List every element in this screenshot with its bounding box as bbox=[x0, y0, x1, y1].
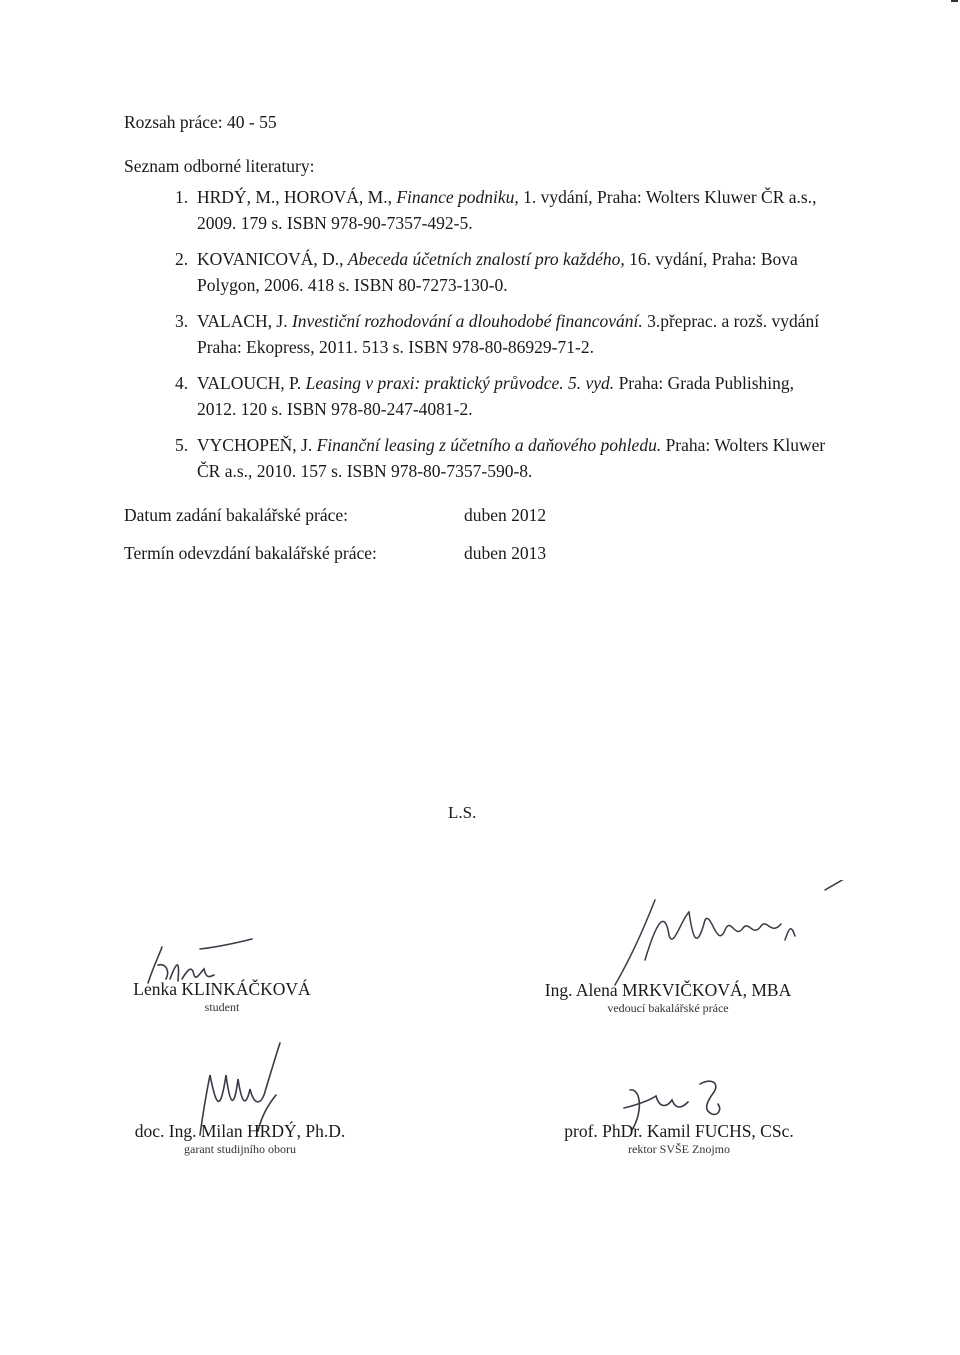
reference-details: Praha: Wolters Kluwer ČR a.s., 2010. 157 s. ISBN 978-80-7357-590-8. bbox=[197, 435, 826, 481]
assignment-date-row bbox=[124, 505, 547, 526]
reference-item bbox=[175, 308, 835, 360]
work-range bbox=[124, 112, 277, 133]
reference-number: 2. bbox=[175, 249, 189, 269]
submission-date-value: duben 2013 bbox=[464, 543, 547, 563]
head-signature-block bbox=[530, 980, 806, 1016]
reference-details: 16. vydání, Praha: Bova Polygon, 2006. 418 s. ISBN 80-7273-130-0. bbox=[197, 249, 798, 295]
reference-list bbox=[175, 184, 835, 494]
guarantor-name: doc. Ing. Milan HRDÝ, Ph.D. bbox=[134, 1121, 346, 1141]
guarantor-role: garant studijního oboru bbox=[184, 1142, 296, 1156]
work-range-value: 40 - 55 bbox=[227, 112, 277, 132]
reference-title: Finance podniku, bbox=[396, 187, 519, 207]
reference-item bbox=[175, 184, 835, 236]
submission-date-row bbox=[124, 543, 547, 564]
reference-details: 3.přeprac. a rozš. vydání Praha: Ekopress, 2011. 513 s. ISBN 978-80-86929-71-2. bbox=[197, 311, 820, 357]
reference-details: Praha: Grada Publishing, 2012. 120 s. ISBN 978-80-247-4081-2. bbox=[197, 373, 795, 419]
rector-role: rektor SVŠE Znojmo bbox=[628, 1142, 730, 1156]
reference-details: 1. vydání, Praha: Wolters Kluwer ČR a.s., 2009. 179 s. ISBN 978-90-7357-492-5. bbox=[197, 187, 817, 233]
work-range-label: Rozsah práce: bbox=[124, 112, 223, 132]
literature-heading: Seznam odborné literatury: bbox=[124, 156, 315, 176]
student-name: Lenka KLINKÁČKOVÁ bbox=[133, 979, 311, 999]
reference-number: 4. bbox=[175, 373, 189, 393]
reference-title: Abeceda účetních znalostí pro každého, bbox=[347, 249, 625, 269]
reference-authors: VALOUCH, P. bbox=[197, 373, 302, 393]
reference-number: 3. bbox=[175, 311, 189, 331]
scan-corner-mark bbox=[951, 0, 958, 2]
guarantor-signature-block bbox=[120, 1121, 360, 1157]
assignment-date-value: duben 2012 bbox=[464, 505, 547, 525]
reference-title: Investiční rozhodování a dlouhodobé financování. bbox=[291, 311, 643, 331]
student-role: student bbox=[204, 1000, 240, 1014]
reference-item bbox=[175, 370, 835, 422]
rector-signature-block bbox=[550, 1121, 808, 1157]
head-signature bbox=[585, 880, 865, 990]
reference-authors: HRDÝ, M., HOROVÁ, M., bbox=[197, 187, 392, 207]
reference-authors: KOVANICOVÁ, D., bbox=[197, 249, 344, 269]
submission-date-label: Termín odevzdání bakalářské práce: bbox=[124, 543, 377, 563]
reference-authors: VALACH, J. bbox=[197, 311, 288, 331]
reference-item bbox=[175, 432, 835, 484]
student-signature-block bbox=[122, 979, 322, 1015]
rector-name: prof. PhDr. Kamil FUCHS, CSc. bbox=[564, 1121, 794, 1141]
reference-number: 5. bbox=[175, 435, 189, 455]
reference-title: Finanční leasing z účetního a daňového pohledu. bbox=[316, 435, 662, 455]
reference-title: Leasing v praxi: praktický průvodce. 5. vyd. bbox=[305, 373, 615, 393]
head-name: Ing. Alena MRKVIČKOVÁ, MBA bbox=[544, 980, 792, 1000]
reference-item bbox=[175, 246, 835, 298]
reference-authors: VYCHOPEŇ, J. bbox=[197, 435, 313, 455]
head-role: vedoucí bakalářské práce bbox=[607, 1001, 729, 1015]
assignment-date-label: Datum zadání bakalářské práce: bbox=[124, 505, 348, 525]
seal-mark: L.S. bbox=[448, 803, 477, 822]
reference-number: 1. bbox=[175, 187, 189, 207]
